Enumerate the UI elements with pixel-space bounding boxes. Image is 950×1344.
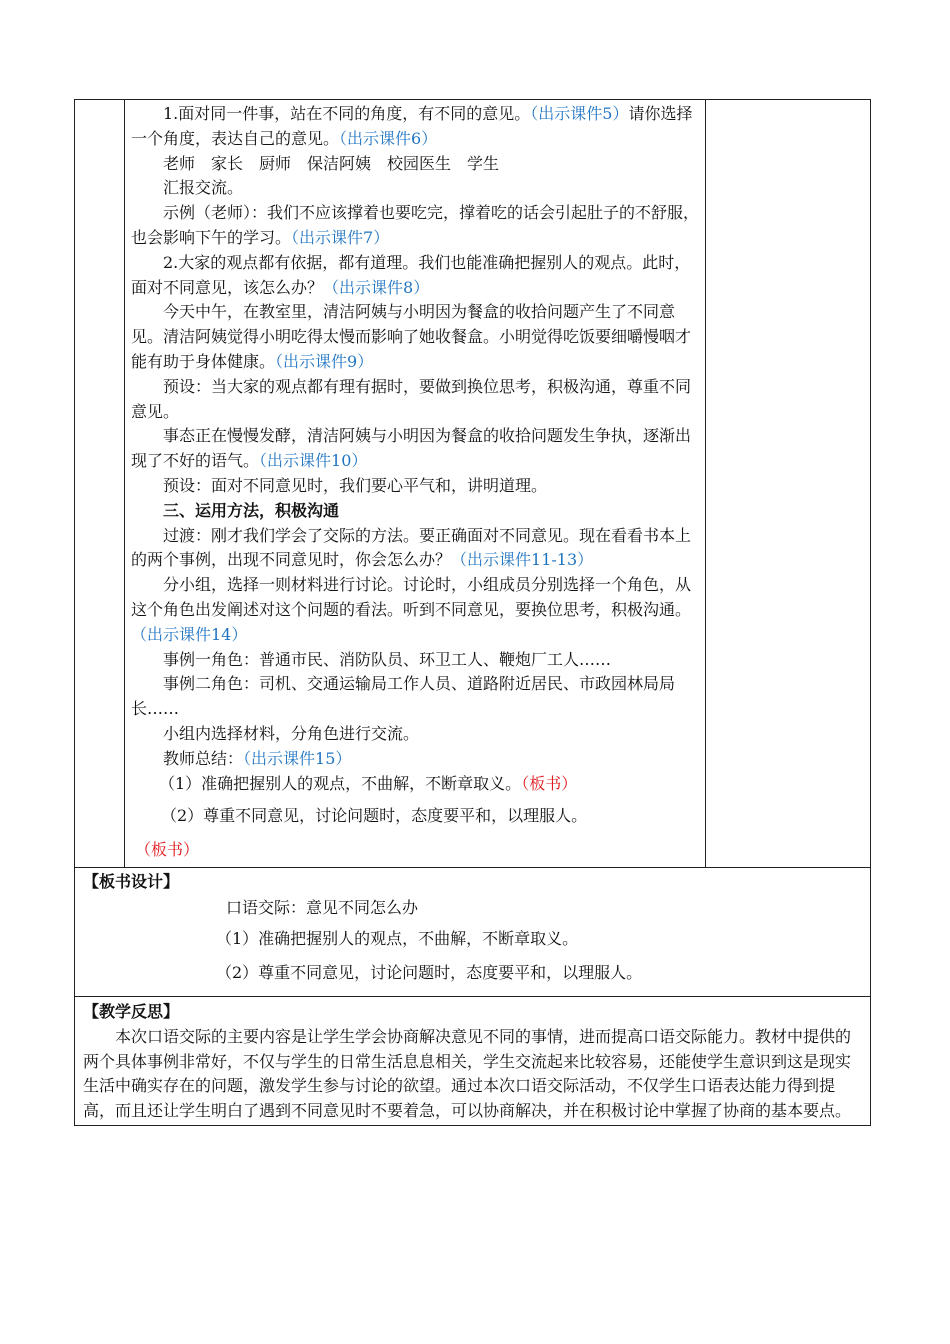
right-blank-cell <box>706 100 871 868</box>
courseware-ref: （出示课件5） <box>530 104 629 123</box>
courseware-ref: （出示课件11-13） <box>451 550 594 570</box>
group-exchange-line: 小组内选择材料，分角色进行交流。 <box>163 723 420 743</box>
lesson-plan-table <box>74 99 871 1126</box>
report-line: 汇报交流。 <box>163 178 244 198</box>
summary-line: 教师总结：（出示课件15） <box>163 748 352 768</box>
scene-paragraph-2: 事态正在慢慢发酵，清洁阿姨与小明因为餐盒的收拾问题发生争执，逐渐出现了不好的语气。（出示课件10） <box>131 426 692 471</box>
board-note: （板书） <box>135 840 200 860</box>
step-item-2: 2.大家的观点都有依据，都有道理。我们也能准确把握别人的观点。此时，面对不同意见，该怎么办？（出示课件8） <box>131 252 691 297</box>
left-blank-cell <box>75 100 125 868</box>
reflection-body: 本次口语交际的主要内容是让学生学会协商解决意见不同的事情，进而提高口语交际能力。教材中提供的两个具体事例非常好，不仅与学生的日常生活息息相关，学生交流起来比较容易，还能使学生意识到这是现实生活中确实存在的问题，激发学生参与讨论的欲望。通过本次口语交际活动，不仅学生口语表达能力得到提高，而且还让学生明白了遇到不同意见时不要着急，可以协商解决，并在积极讨论中掌握了协商的基本要点。 <box>83 1026 852 1120</box>
courseware-ref: （出示课件9） <box>275 351 374 371</box>
teaching-process-cell <box>125 100 706 868</box>
board-note: （板书） <box>521 773 578 793</box>
lesson-plan-table-frame <box>74 99 869 1126</box>
step-item-1: 1.面对同一件事，站在不同的角度，有不同的意见。（出示课件5）请你选择一个角度，表达自己的意见。（出示课件6） <box>131 104 693 148</box>
summary-point-1: （1）准确把握别人的观点，不曲解，不断章取义。（板书） <box>159 773 578 793</box>
courseware-ref: （出示课件14） <box>131 624 248 644</box>
reflection-cell <box>75 996 871 1125</box>
board-design-row <box>75 867 871 996</box>
board-design-line-2: （2）尊重不同意见，讨论问题时，态度要平和，以理服人。 <box>216 962 643 982</box>
board-design-cell <box>75 867 871 996</box>
board-design-heading: 【板书设计】 <box>83 871 180 891</box>
reflection-heading: 【教学反思】 <box>83 1001 180 1021</box>
summary-point-2: （2）尊重不同意见，讨论问题时，态度要平和，以理服人。 <box>161 806 588 826</box>
preset-paragraph-1: 预设：当大家的观点都有理有据时，要做到换位思考，积极沟通，尊重不同意见。 <box>131 376 692 421</box>
section-3-heading: 三、运用方法，积极沟通 <box>163 500 340 520</box>
board-design-title: 口语交际：意见不同怎么办 <box>226 897 419 917</box>
roles-list: 老师 家长 厨师 保洁阿姨 校园医生 学生 <box>163 153 500 173</box>
preset-paragraph-2: 预设：面对不同意见时，我们要心平气和，讲明道理。 <box>163 475 548 495</box>
transition-paragraph: 过渡：刚才我们学会了交际的方法。要正确面对不同意见。现在看看书本上的两个事例，出现不同意见时，你会怎么办？（出示课件11-13） <box>131 525 692 570</box>
reflection-row <box>75 996 871 1125</box>
courseware-ref: （出示课件15） <box>243 748 352 768</box>
example-paragraph: 示例（老师）：我们不应该撑着也要吃完，撑着吃的话会引起肚子的不舒服，也会影响下午的学习。（出示课件7） <box>131 203 700 247</box>
scene-paragraph-1: 今天中午，在教室里，清洁阿姨与小明因为餐盒的收拾问题产生了不同意见。清洁阿姨觉得小明吃得太慢而影响了她收餐盒。小明觉得吃饭要细嚼慢咽才能有助于身体健康。（出示课件9） <box>131 302 692 371</box>
courseware-ref: （出示课件10） <box>259 451 368 471</box>
teaching-process-row <box>75 100 871 868</box>
board-design-line-1: （1）准确把握别人的观点，不曲解，不断章取义。 <box>216 928 579 948</box>
courseware-ref: （出示课件8） <box>323 277 430 297</box>
courseware-ref: （出示课件6） <box>339 128 438 148</box>
group-paragraph: 分小组，选择一则材料进行讨论。讨论时，小组成员分别选择一个角色，从这个角色出发阐述对这个问题的看法。听到不同意见，要换位思考，积极沟通。（出示课件14） <box>131 575 692 644</box>
case-2-roles: 事例二角色：司机、交通运输局工作人员、道路附近居民、市政园林局局长…… <box>131 674 676 719</box>
courseware-ref: （出示课件7） <box>291 227 390 247</box>
case-1-roles: 事例一角色：普通市民、消防队员、环卫工人、鞭炮厂工人…… <box>163 649 612 669</box>
